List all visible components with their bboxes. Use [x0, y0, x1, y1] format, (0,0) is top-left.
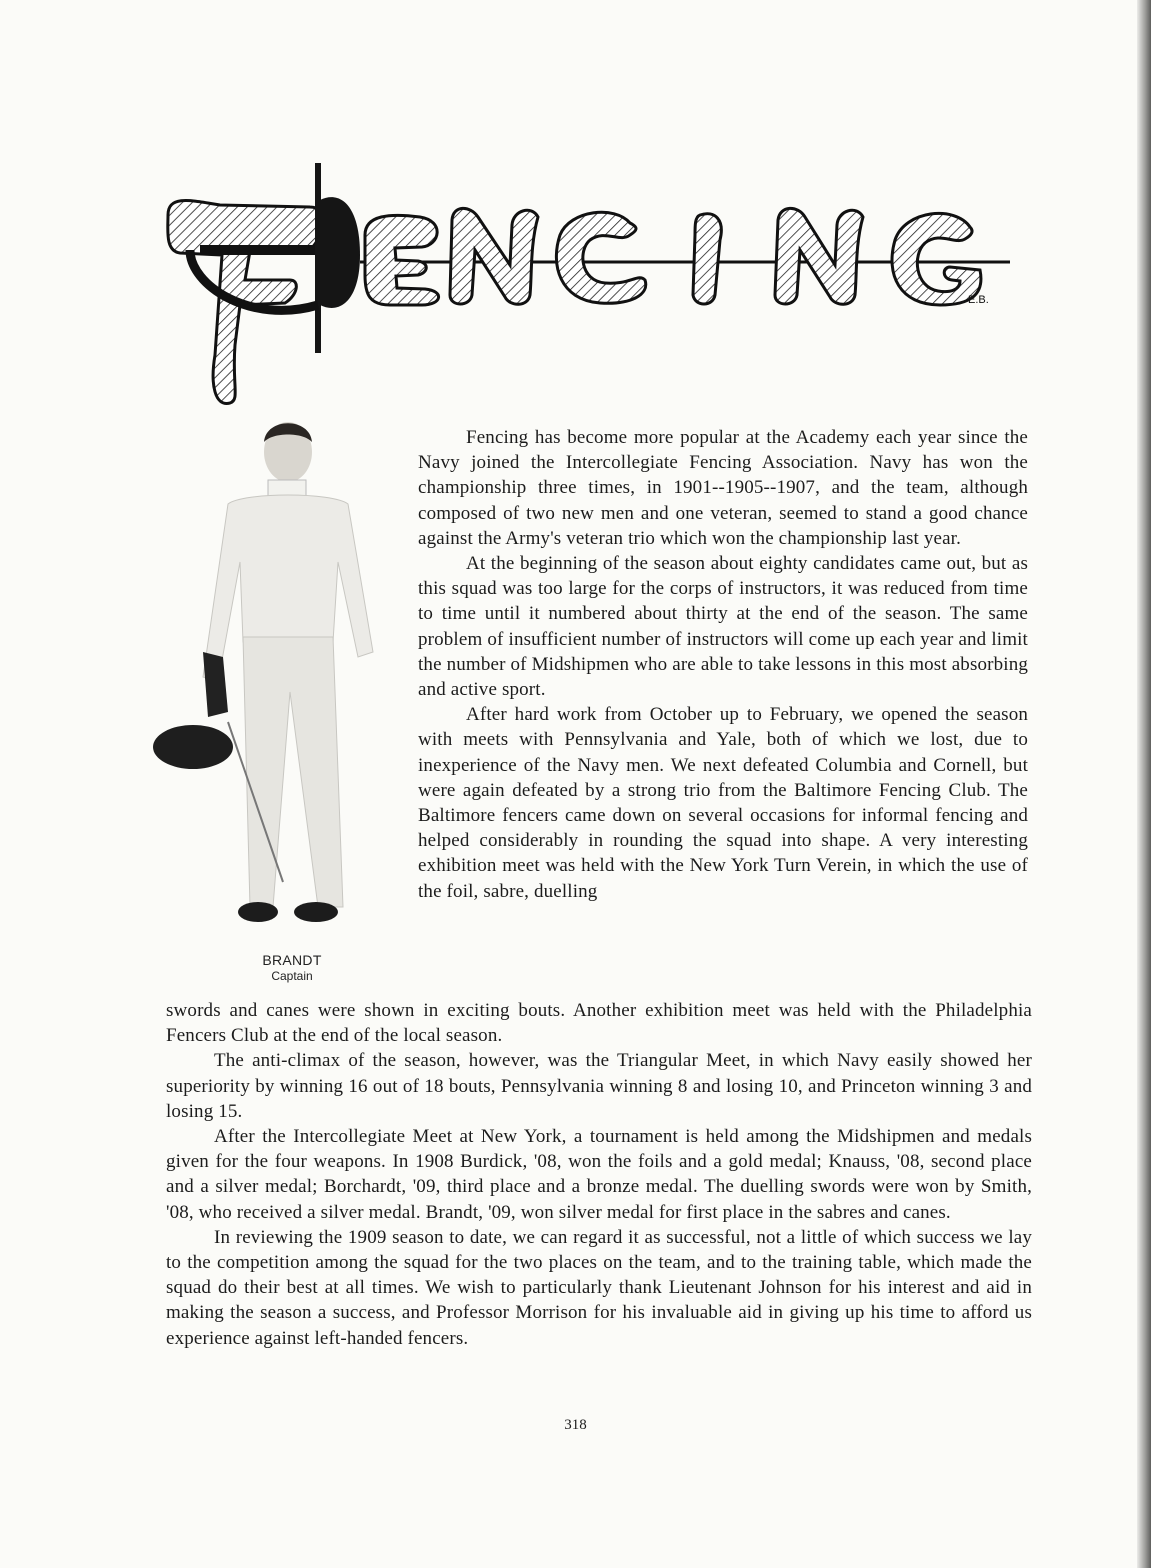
caption-name: BRANDT — [262, 952, 322, 968]
fencer-photo — [148, 412, 386, 952]
letter-g-shape — [892, 213, 981, 305]
left-shoe — [238, 902, 278, 922]
caption-role: Captain — [271, 969, 313, 983]
photo-caption — [236, 952, 348, 984]
fencer-glove — [203, 652, 228, 717]
paragraph: In reviewing the 1909 season to date, we can regard it as successful, not a little of which success we lay to the competition among the squad for the two places on the team, and to the training table, which made the squad do their best at all times. We wish to particularly thank Lieutenant Johnson for his interest and aid in making the season a success, and Professor Morrison for his invaluable aid in giving up his time to afford us experience against left-handed fencers. — [166, 1226, 1032, 1349]
letter-n-shape — [450, 208, 538, 304]
title-lettering-svg — [160, 155, 1020, 415]
sword-guard-shape — [320, 197, 360, 308]
letter-n2-shape — [775, 208, 863, 304]
column-text — [418, 425, 1028, 904]
paragraph-continuation: swords and canes were shown in exciting bouts. Another exhibition meet was held with the Philadelphia Fencers Club at the end of the local season. — [166, 1000, 1032, 1047]
letter-e-shape — [365, 215, 439, 305]
paragraph: After the Intercollegiate Meet at New York, a tournament is held among the Midshipmen and medals given for the four weapons. In 1908 Burdick, '08, won the foils and a gold medal; Knauss, '08, second place and a silver medal; Borchardt, '09, third place and a bronze medal. The duelling swords were won by Smith, '08, who received a silver medal. Brandt, '09, won silver medal for first place in the sabres and canes. — [166, 1126, 1032, 1223]
page-edge — [1137, 0, 1151, 1568]
paragraph: The anti-climax of the season, however, was the Triangular Meet, in which Navy easily showed her superiority by winning 16 out of 18 bouts, Pennsylvania winning 8 and losing 10, and Princeton winning 3 and losing 15. — [166, 1050, 1032, 1122]
paragraph: At the beginning of the season about eighty candidates came out, but as this squad was too large for the corps of instructors, it was reduced from time to time until it numbered about thirty at the end of the season. The same problem of insufficient number of instructors will come up each year and limit the number of Midshipmen who are able to take lessons in this most absorbing and active sport. — [418, 553, 1028, 701]
fencing-title-art — [160, 155, 1020, 415]
full-width-text — [166, 998, 1032, 1351]
paragraph: After hard work from October up to February, we opened the season with meets with Pennsylvania and Yale, both of which we lost, due to inexperience of the Navy men. We next defeated Columbia and Cornell, but were again defeated by a strong trio from the Baltimore Fencing Club. The Baltimore fencers came down on several occasions for informal fencing and helped considerably in rounding the squad into shape. A very interesting exhibition meet was held with the New York Turn Verein, in which the use of the foil, sabre, duelling — [418, 704, 1028, 902]
paragraph: Fencing has become more popular at the Academy each year since the Navy joined the Intercollegiate Fencing Association. Navy has won the championship three times, in 1901--1905--1907, and the team, although composed of two new men and one veteran, seemed to stand a good chance against the Army's veteran trio which won the championship last year. — [418, 427, 1028, 549]
letter-c-shape — [556, 212, 645, 303]
sword-grip — [315, 163, 321, 353]
letter-i-shape — [693, 214, 721, 304]
sword-crossbar — [200, 245, 315, 255]
page-number: 318 — [564, 1417, 587, 1433]
right-shoe — [294, 902, 338, 922]
fencing-mask — [153, 725, 233, 769]
fencer-trousers — [243, 637, 343, 907]
fencer-figure-svg — [148, 412, 386, 952]
artist-monogram: E.B. — [968, 294, 989, 306]
